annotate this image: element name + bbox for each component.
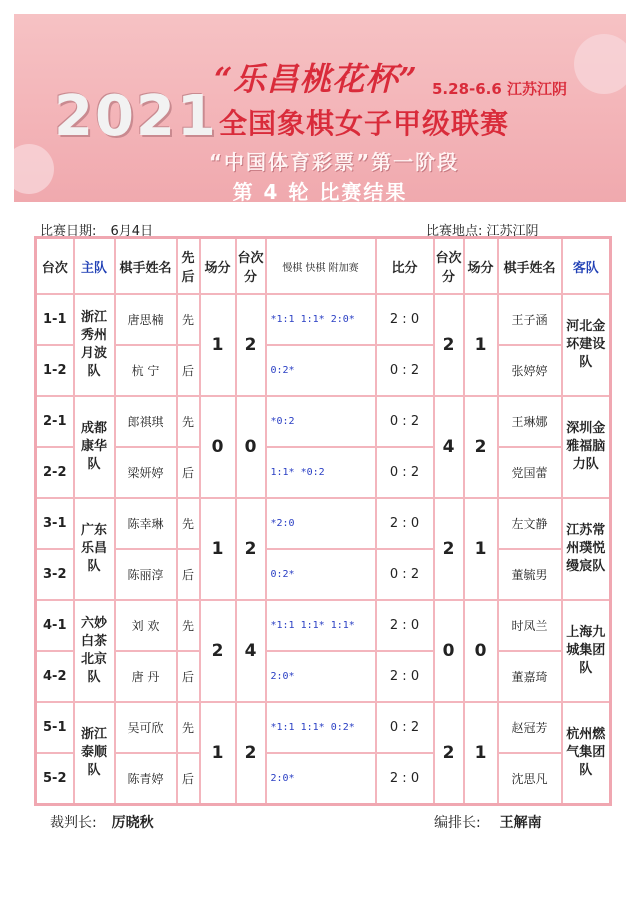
board-score: 2 : 0 (376, 498, 434, 549)
header-away-points: 场分 (464, 238, 498, 295)
home-team: 广东乐昌队 (74, 498, 115, 600)
away-team: 深圳金雅福脑力队 (562, 396, 611, 498)
table-row (36, 549, 611, 600)
table-row (36, 294, 611, 345)
away-player: 时凤兰 (498, 600, 562, 651)
table-row (36, 702, 611, 753)
home-points: 1 (200, 294, 236, 396)
away-board-points: 2 (434, 294, 464, 396)
table-row (36, 651, 611, 702)
match-date-label: 比赛日期: (40, 224, 97, 239)
board-score: 0 : 2 (376, 345, 434, 396)
home-player: 吴可欣 (115, 702, 177, 753)
header-points: 场分 (200, 238, 236, 295)
chief-arranger-label: 编排长: (434, 815, 481, 831)
game-results: *0:2 (266, 396, 376, 447)
chief-arranger-name: 王解南 (499, 815, 542, 831)
home-points: 0 (200, 396, 236, 498)
away-board-points: 0 (434, 600, 464, 702)
board-score: 2 : 0 (376, 600, 434, 651)
home-player: 郎祺琪 (115, 396, 177, 447)
table-row (36, 600, 611, 651)
board-score: 0 : 2 (376, 396, 434, 447)
board-score: 2 : 0 (376, 651, 434, 702)
board-number: 1-1 (36, 294, 74, 345)
table-row (36, 345, 611, 396)
header-games: 慢棋 快棋 附加赛 (266, 238, 376, 295)
game-results: 2:0* (266, 651, 376, 702)
away-team: 上海九城集团队 (562, 600, 611, 702)
away-player: 党国蕾 (498, 447, 562, 498)
match-date-value: 6月4日 (110, 224, 154, 239)
header-board-points: 台次分 (236, 238, 266, 295)
game-results: *1:1 1:1* 1:1* (266, 600, 376, 651)
board-number: 2-1 (36, 396, 74, 447)
home-player: 陈丽淳 (115, 549, 177, 600)
table-header-row (36, 238, 611, 295)
chief-arranger (434, 812, 542, 832)
away-player: 王琳娜 (498, 396, 562, 447)
header-home-team: 主队 (74, 238, 115, 295)
board-score: 0 : 2 (376, 447, 434, 498)
home-board-points: 2 (236, 498, 266, 600)
away-player: 赵冠芳 (498, 702, 562, 753)
home-team: 成都康华队 (74, 396, 115, 498)
move-order: 先 (177, 294, 200, 345)
event-year: 2021 (54, 84, 218, 149)
home-player: 陈青婷 (115, 753, 177, 805)
home-points: 2 (200, 600, 236, 702)
header-score: 比分 (376, 238, 434, 295)
game-results: *2:0 (266, 498, 376, 549)
away-points: 1 (464, 498, 498, 600)
board-number: 4-2 (36, 651, 74, 702)
home-player: 梁妍婷 (115, 447, 177, 498)
move-order: 先 (177, 498, 200, 549)
away-points: 0 (464, 600, 498, 702)
home-board-points: 4 (236, 600, 266, 702)
move-order: 先 (177, 396, 200, 447)
league-title: 全国象棋女子甲级联赛 (219, 107, 510, 140)
away-player: 左文静 (498, 498, 562, 549)
home-team: 六妙白茶北京队 (74, 600, 115, 702)
away-team: 江苏常州璞悦缦宸队 (562, 498, 611, 600)
move-order: 后 (177, 549, 200, 600)
cup-title: “乐昌桃花杯” (214, 60, 418, 98)
chief-referee (50, 812, 154, 832)
away-points: 2 (464, 396, 498, 498)
game-results: 0:2* (266, 549, 376, 600)
game-results: 0:2* (266, 345, 376, 396)
away-points: 1 (464, 702, 498, 805)
board-score: 2 : 0 (376, 294, 434, 345)
chief-referee-name: 厉晓秋 (111, 815, 154, 831)
move-order: 后 (177, 447, 200, 498)
away-board-points: 2 (434, 498, 464, 600)
away-points: 1 (464, 294, 498, 396)
away-team: 杭州燃气集团队 (562, 702, 611, 805)
header-board: 台次 (36, 238, 74, 295)
chief-referee-label: 裁判长: (50, 815, 97, 831)
board-number: 2-2 (36, 447, 74, 498)
away-board-points: 2 (434, 702, 464, 805)
home-team: 浙江泰顺队 (74, 702, 115, 805)
board-number: 5-1 (36, 702, 74, 753)
header-away-board-points: 台次分 (434, 238, 464, 295)
event-banner (14, 14, 626, 202)
home-board-points: 2 (236, 702, 266, 805)
table-row (36, 447, 611, 498)
home-player: 杭 宁 (115, 345, 177, 396)
home-player: 刘 欢 (115, 600, 177, 651)
board-score: 0 : 2 (376, 549, 434, 600)
move-order: 后 (177, 753, 200, 805)
table-row (36, 498, 611, 549)
away-player: 张婷婷 (498, 345, 562, 396)
header-away-team: 客队 (562, 238, 611, 295)
header-order: 先后 (177, 238, 200, 295)
away-player: 董嘉琦 (498, 651, 562, 702)
board-number: 1-2 (36, 345, 74, 396)
home-points: 1 (200, 702, 236, 805)
move-order: 后 (177, 345, 200, 396)
move-order: 后 (177, 651, 200, 702)
table-row (36, 753, 611, 805)
table-row (36, 396, 611, 447)
home-player: 陈幸琳 (115, 498, 177, 549)
away-board-points: 4 (434, 396, 464, 498)
board-score: 2 : 0 (376, 753, 434, 805)
away-player: 王子涵 (498, 294, 562, 345)
board-number: 5-2 (36, 753, 74, 805)
away-team: 河北金环建设队 (562, 294, 611, 396)
home-board-points: 0 (236, 396, 266, 498)
move-order: 先 (177, 702, 200, 753)
board-score: 0 : 2 (376, 702, 434, 753)
away-player: 沈思凡 (498, 753, 562, 805)
header-away-player: 棋手姓名 (498, 238, 562, 295)
home-points: 1 (200, 498, 236, 600)
round-title: 第 4 轮 比赛结果 (232, 180, 408, 202)
results-table (34, 236, 612, 806)
home-player: 唐 丹 (115, 651, 177, 702)
home-board-points: 2 (236, 294, 266, 396)
game-results: 1:1* *0:2 (266, 447, 376, 498)
home-player: 唐思楠 (115, 294, 177, 345)
match-venue-label: 比赛地点: (426, 224, 483, 239)
move-order: 先 (177, 600, 200, 651)
game-results: *1:1 1:1* 2:0* (266, 294, 376, 345)
game-results: *1:1 1:1* 0:2* (266, 702, 376, 753)
board-number: 3-1 (36, 498, 74, 549)
away-player: 董毓男 (498, 549, 562, 600)
header-player: 棋手姓名 (115, 238, 177, 295)
event-dates: 5.28-6.6 江苏江阴 (432, 80, 568, 98)
home-team: 浙江秀州月波队 (74, 294, 115, 396)
stage-title: “中国体育彩票”第一阶段 (208, 150, 460, 174)
board-number: 3-2 (36, 549, 74, 600)
match-venue-value: 江苏江阴 (486, 224, 539, 239)
game-results: 2:0* (266, 753, 376, 805)
board-number: 4-1 (36, 600, 74, 651)
